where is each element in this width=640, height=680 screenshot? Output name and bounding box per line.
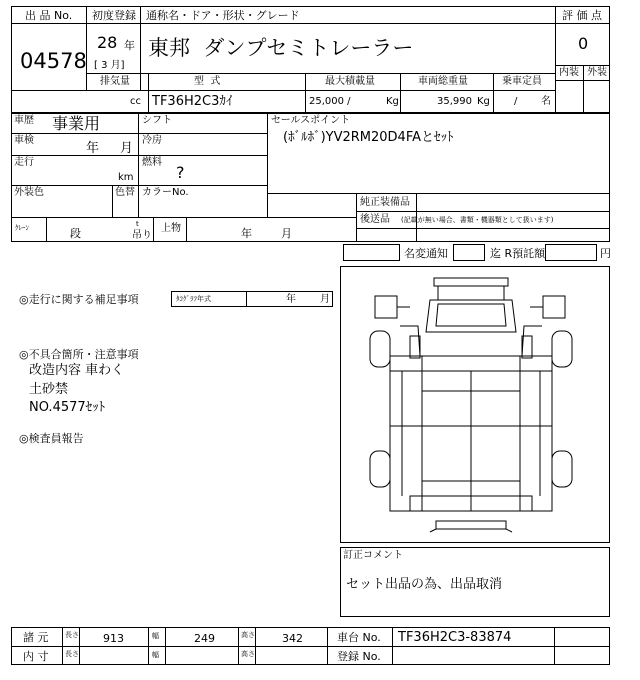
- displacement-label: 排気量: [100, 76, 130, 87]
- model-label: 型 式: [194, 76, 221, 87]
- crane-stage-unit: 段: [70, 227, 81, 240]
- crane-ton-unit: t: [136, 220, 139, 228]
- equipment-label: 純正装備品: [360, 197, 410, 208]
- inspection-year-unit: 年: [86, 141, 100, 156]
- shift-label: シフト: [142, 115, 172, 126]
- fuel-value: ?: [176, 163, 185, 182]
- max-load-unit: Kg: [386, 96, 399, 107]
- displacement-unit: cc: [130, 96, 141, 107]
- mileage-unit: km: [118, 172, 134, 183]
- deposit-label: 迄 R預託額: [490, 247, 546, 260]
- length-value: 913: [103, 632, 124, 645]
- ext-color-label: 外装色: [14, 187, 44, 198]
- mount-label: 上物: [161, 223, 181, 234]
- model-code: TF36H2C3ｶｲ: [152, 94, 233, 109]
- length-label-2: 長さ: [65, 650, 79, 658]
- crane-lift-unit: 吊り: [132, 230, 152, 241]
- vehicle-name: 東邦 ダンプセミトレーラー: [148, 36, 414, 60]
- interior-dims-label: 内 寸: [23, 650, 49, 663]
- lot-label: 出 品 No.: [25, 9, 73, 22]
- inspection-month-unit: 月: [120, 141, 134, 156]
- capacity-label: 乗車定員: [502, 76, 542, 87]
- width-value: 249: [194, 632, 215, 645]
- first-reg-label: 初度登録: [92, 9, 136, 22]
- defect-line-2: 土砂禁: [29, 382, 69, 397]
- max-load-value: 25,000 /: [309, 96, 351, 107]
- height-label-2: 高さ: [241, 650, 255, 658]
- gross-weight-value: 35,990: [437, 96, 472, 107]
- mount-year-unit: 年: [241, 227, 252, 240]
- ac-label: 冷房: [142, 135, 162, 146]
- specs-label: 諸 元: [23, 631, 49, 644]
- color-no-label: カラーNo.: [142, 187, 189, 198]
- reg-number-label: 登録 No.: [337, 650, 381, 663]
- gross-weight-unit: Kg: [477, 96, 490, 107]
- history-value: 事業用: [52, 114, 101, 133]
- max-load-label: 最大積載量: [325, 76, 375, 87]
- reg-year-unit: 年: [124, 39, 135, 52]
- tacho-year-unit: 年: [286, 294, 296, 305]
- history-label: 車歴: [14, 115, 34, 126]
- delivery-label: 後送品: [360, 214, 390, 225]
- gross-weight-label: 車両総重量: [418, 76, 468, 87]
- tacho-month-unit: 月: [320, 294, 330, 305]
- mount-month-unit: 月: [281, 227, 292, 240]
- mileage-label: 走行: [14, 157, 34, 168]
- reg-month: [ 3 月]: [94, 60, 125, 71]
- height-value: 342: [282, 632, 303, 645]
- correction-text: セット出品の為、出品取消: [346, 577, 503, 592]
- width-label: 幅: [152, 632, 159, 640]
- height-label: 高さ: [241, 631, 255, 639]
- name-change-label: 名変通知: [404, 247, 448, 260]
- reg-year: 28: [97, 33, 118, 52]
- defect-line-3: NO.4577ｾｯﾄ: [29, 400, 106, 415]
- defects-label: ◎不具合箇所・注意事項: [19, 348, 139, 361]
- driving-notes-label: ◎走行に関する補足事項: [19, 293, 139, 306]
- lot-number: 04578: [20, 49, 87, 73]
- width-label-2: 幅: [152, 651, 159, 659]
- tacho-label: ﾀｺｸﾞﾗﾌ年式: [176, 295, 211, 303]
- correction-label: 訂正コメント: [343, 550, 403, 561]
- sales-point-value: (ﾎﾞﾙﾎﾞ)YV2RM20D4FAとｾｯﾄ: [283, 130, 454, 145]
- sales-point-label: セールスポイント: [271, 115, 351, 126]
- chassis-value: TF36H2C3-83874: [398, 630, 512, 645]
- deposit-box: [545, 244, 597, 261]
- rating-label: 評 価 点: [562, 9, 602, 22]
- capacity-slash: /: [514, 96, 518, 107]
- inspection-label: 車検: [14, 135, 34, 146]
- name-change-box-2: [453, 244, 485, 261]
- delivery-note: (記載が無い場合、書類・機器類として扱います): [401, 216, 554, 224]
- exterior-rating-label: 外装: [587, 67, 607, 78]
- vehicle-diagram: [340, 266, 610, 543]
- length-label: 長さ: [65, 631, 79, 639]
- vehicle-name-label: 通称名・ドア・形状・グレード: [146, 9, 300, 22]
- color-change-label: 色替: [115, 187, 135, 198]
- chassis-label: 車台 No.: [337, 631, 381, 644]
- name-change-box-1: [343, 244, 400, 261]
- capacity-unit: 名: [541, 96, 551, 107]
- inspector-report-label: ◎検査員報告: [19, 432, 84, 445]
- interior-rating-label: 内装: [559, 67, 579, 78]
- rating-value: 0: [578, 34, 589, 53]
- defect-line-1: 改造内容 車わく: [29, 363, 125, 378]
- yen-unit: 円: [600, 247, 611, 260]
- crane-label: ｸﾚｰﾝ: [15, 224, 29, 232]
- fuel-label: 燃料: [142, 157, 162, 168]
